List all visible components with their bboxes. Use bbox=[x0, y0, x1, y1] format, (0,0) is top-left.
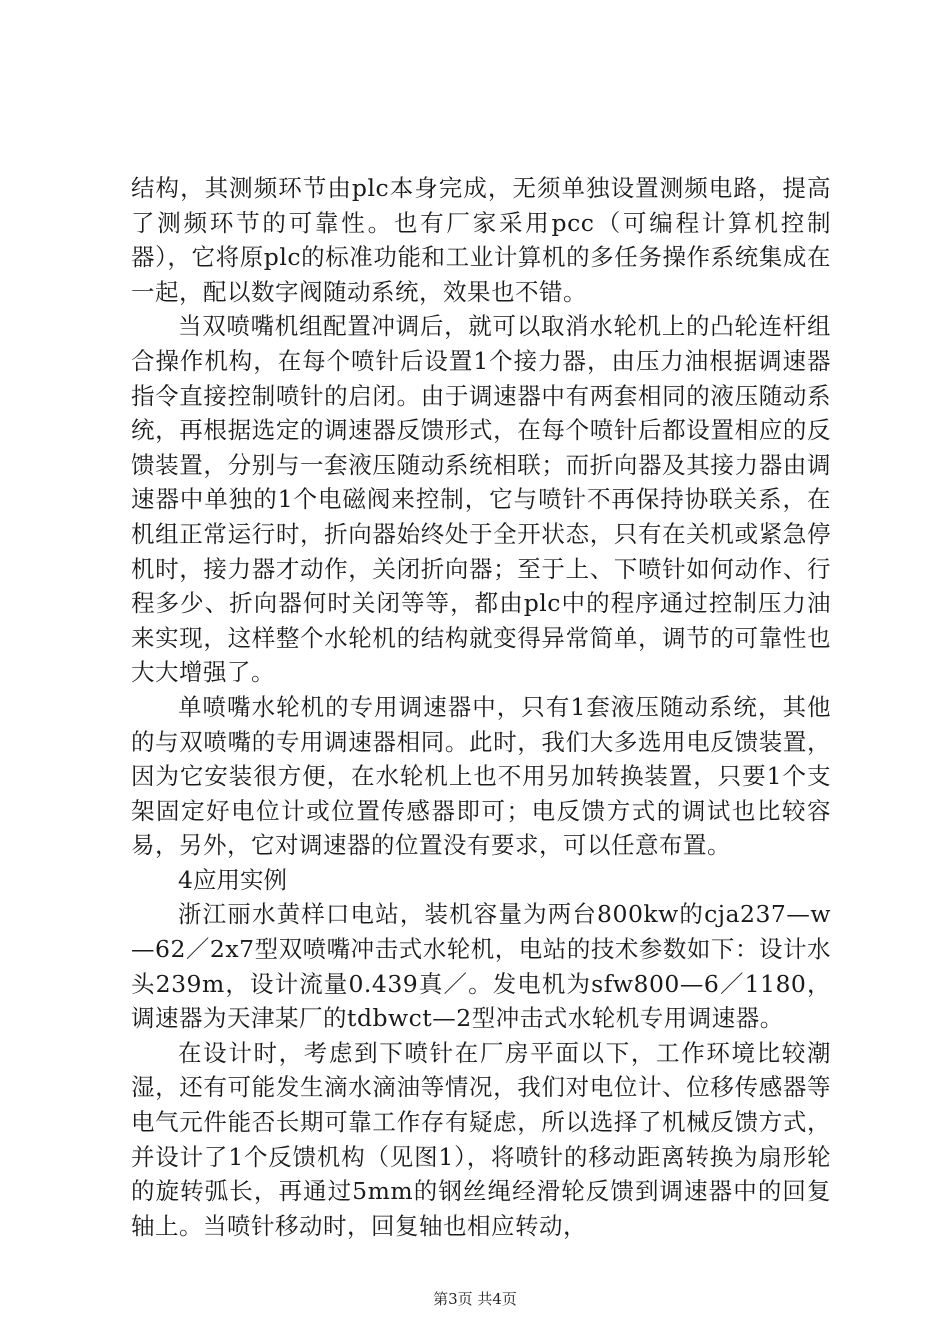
section-heading: 4应用实例 bbox=[178, 865, 287, 894]
paragraph-example: 浙江丽水黄样口电站，装机容量为两台800kw的cja237—w—62／2x7型双喷嘴冲击式水轮机，电站的技术参数如下：设计水头239m，设计流量0.439真／。发电机为sfw800—6／1180，调速器为天津某厂的tdbwct—2型冲击式水轮机专用调速器。 bbox=[131, 900, 831, 1033]
page-footer: 第3页 共4页 bbox=[433, 1290, 517, 1308]
paragraph-single-nozzle: 单喷嘴水轮机的专用调速器中，只有1套液压随动系统，其他的与双喷嘴的专用调速器相同。此时，我们大多选用电反馈装置，因为它安装很方便，在水轮机上也不用另加转换装置，只要1个支架固定好电位计或位置传感器即可；电反馈方式的调试也比较容易，另外，它对调速器的位置没有要求，可以任意布置。 bbox=[131, 692, 831, 860]
paragraph-dual-nozzle: 当双喷嘴机组配置冲调后，就可以取消水轮机上的凸轮连杆组合操作机构，在每个喷针后设置1个接力器，由压力油根据调速器指令直接控制喷针的启闭。由于调速器中有两套相同的液压随动系统，再根据选定的调速器反馈形式，在每个喷针后都设置相应的反馈装置，分别与一套液压随动系统相联；而折向器及其接力器由调速器中单独的1个电磁阀来控制，它与喷针不再保持协联关系，在机组正常运行时，折向器始终处于全开状态，只有在关机或紧急停机时，接力器才动作，关闭折向器；至于上、下喷针如何动作、行程多少、折向器何时关闭等等，都由plc中的程序通过控制压力油来实现，这样整个水轮机的结构就变得异常简单，调节的可靠性也大大增强了。 bbox=[131, 312, 831, 687]
paragraph-design: 在设计时，考虑到下喷针在厂房平面以下，工作环境比较潮湿，还有可能发生滴水滴油等情况，我们对电位计、位移传感器等电气元件能否长期可靠工作存有疑虑，所以选择了机械反馈方式，并设计了1个反馈机构（见图1），将喷针的移动距离转换为扇形轮的旋转弧长，再通过5mm的钢丝绳经滑轮反馈到调速器中的回复轴上。当喷针移动时，回复轴也相应转动， bbox=[131, 1038, 831, 1240]
paragraph-continuation: 结构，其测频环节由plc本身完成，无须单独设置测频电路，提高了测频环节的可靠性。也有厂家采用pcc（可编程计算机控制器），它将原plc的标准功能和工业计算机的多任务操作系统集成在一起，配以数字阀随动系统，效果也不错。 bbox=[131, 174, 831, 306]
document-body bbox=[131, 171, 831, 1243]
